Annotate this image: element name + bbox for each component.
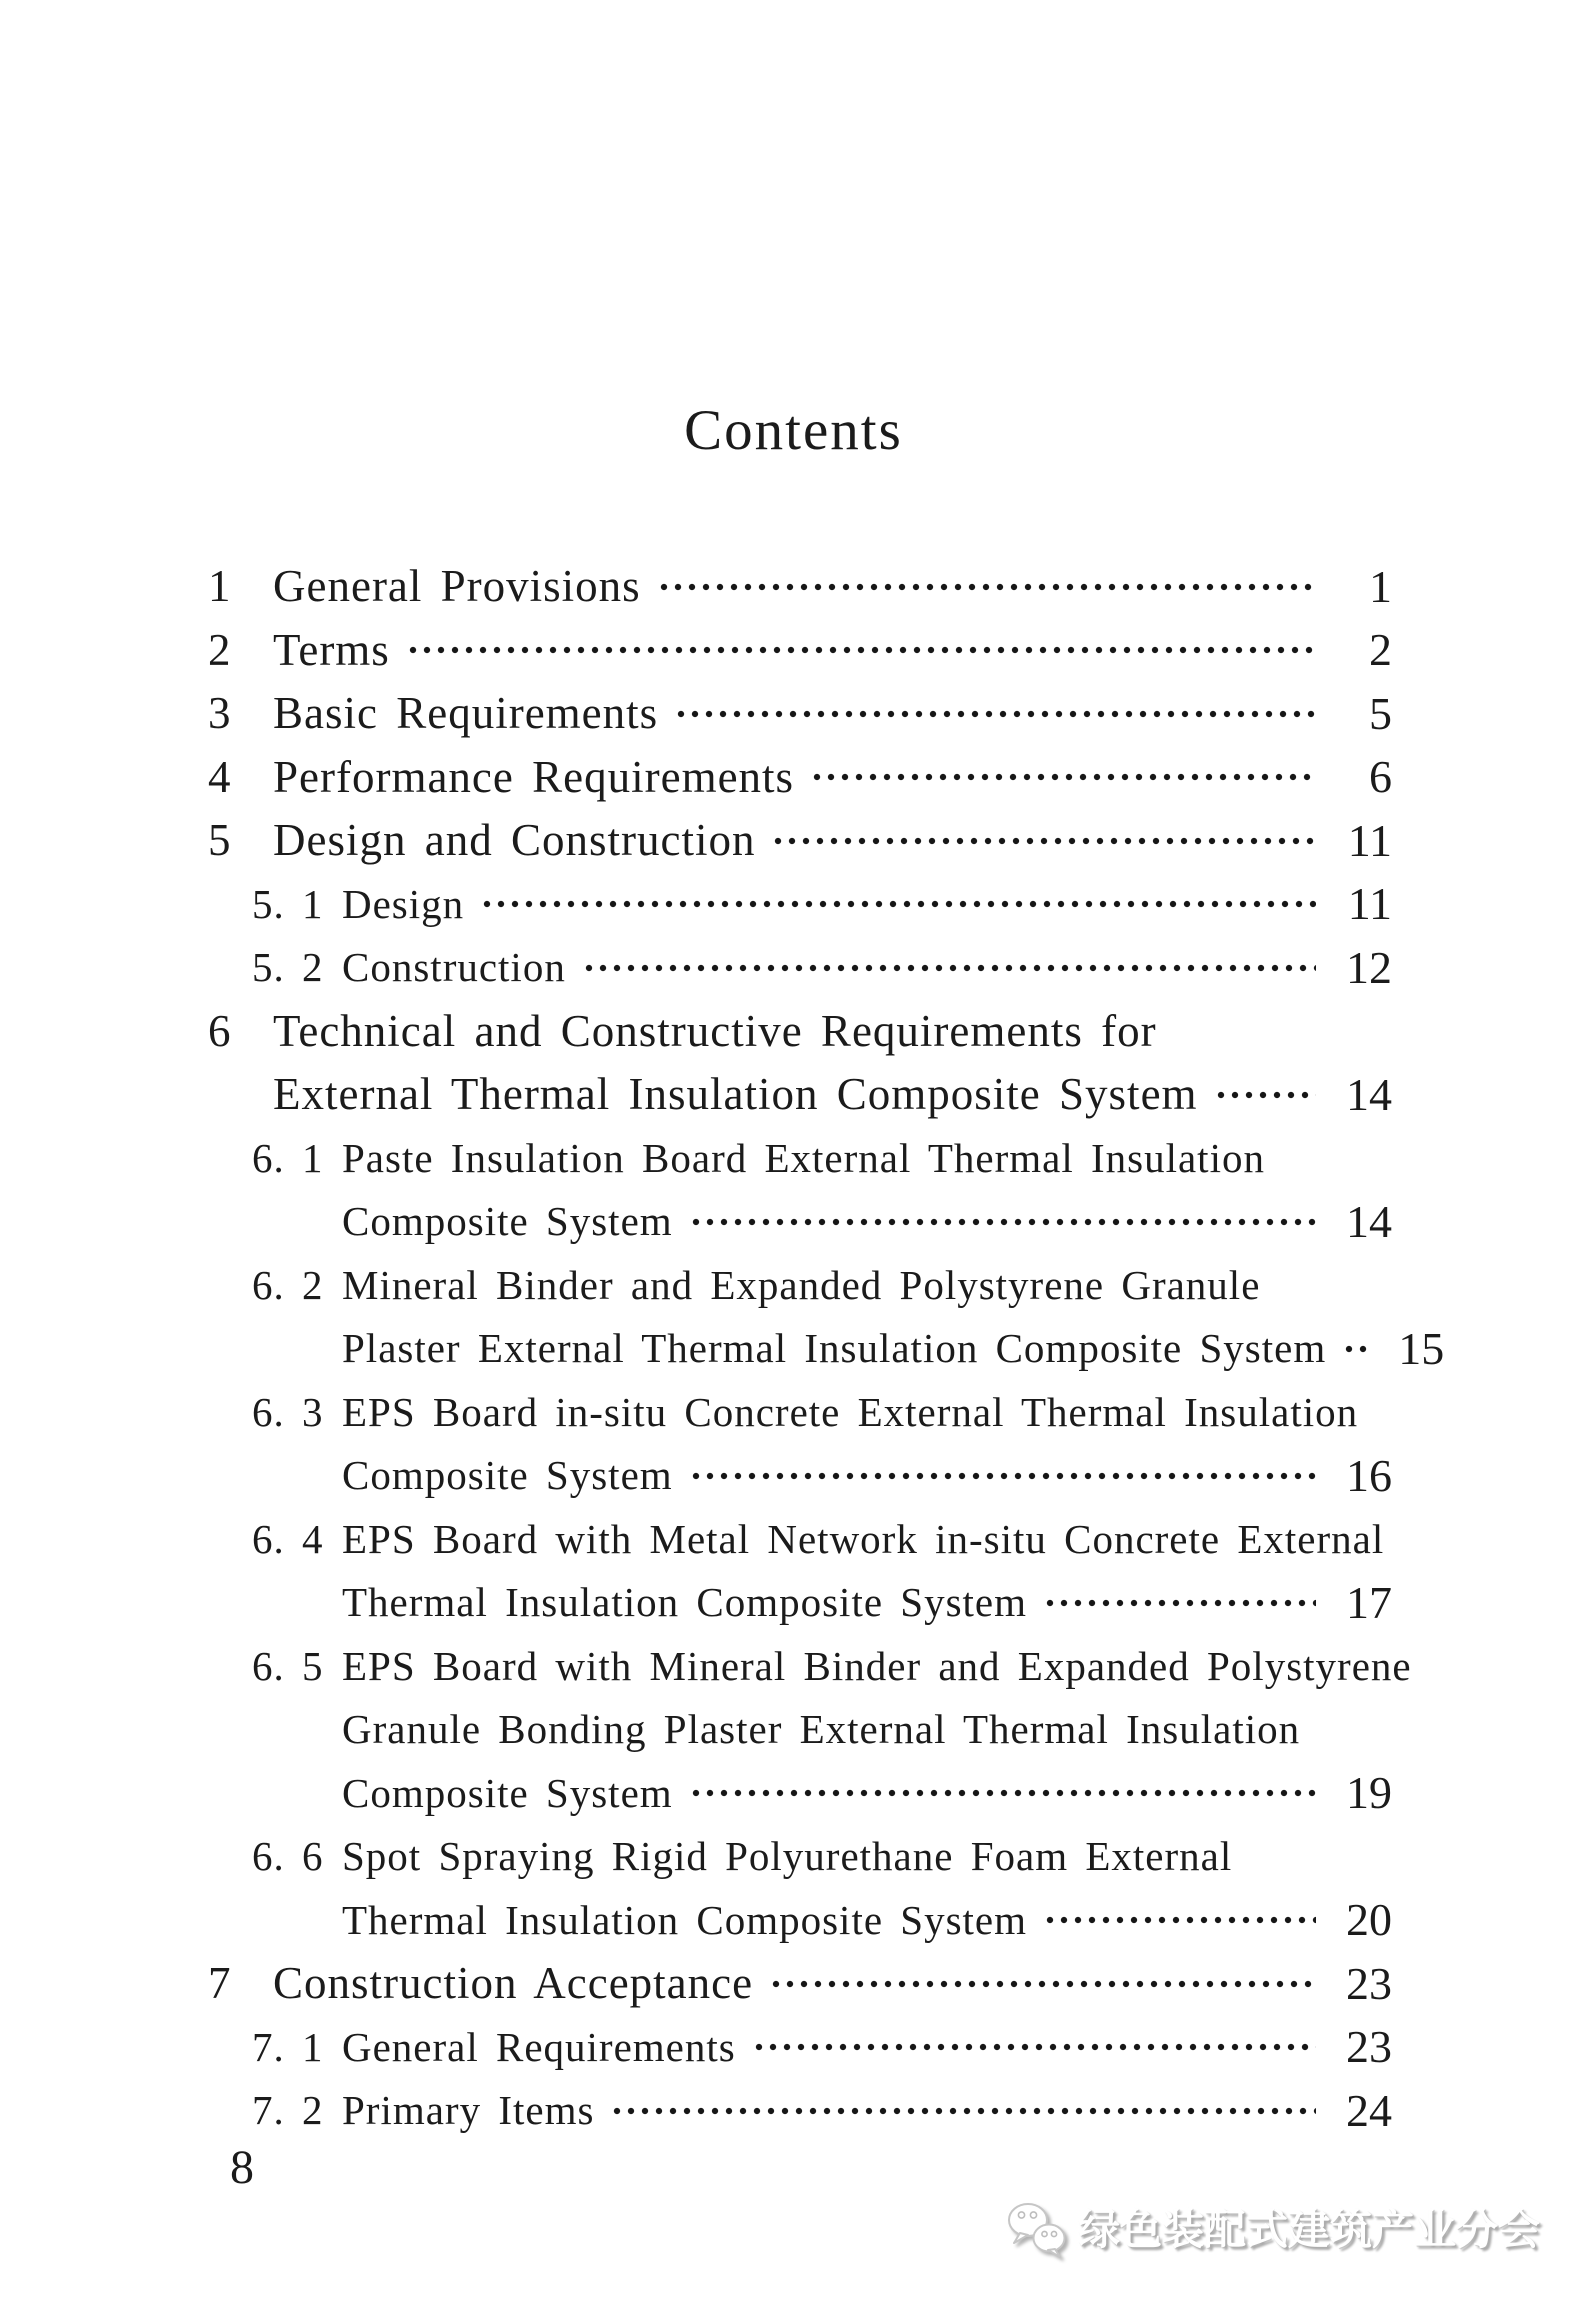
toc-entry-page: 15	[1398, 1322, 1445, 1374]
toc-row	[208, 1254, 1392, 1318]
toc-row	[208, 1063, 1392, 1127]
dot-leader	[769, 1952, 1316, 2016]
toc-row	[208, 809, 1392, 873]
toc-entry-title: Granule Bonding Plaster External Thermal Insulation	[342, 1706, 1301, 1753]
toc-row	[208, 1762, 1392, 1826]
toc-row	[208, 1317, 1445, 1381]
toc-row	[208, 2016, 1392, 2080]
toc-row	[208, 1444, 1392, 1508]
toc-entry-title: Mineral Binder and Expanded Polystyrene Granule	[342, 1261, 1261, 1308]
toc-entry-title: Basic Requirements	[273, 688, 659, 739]
page-title: Contents	[684, 399, 903, 462]
toc-row	[208, 936, 1392, 1000]
toc-entry-page: 16	[1346, 1449, 1392, 1501]
dot-leader	[480, 873, 1316, 937]
toc-entry-page: 5	[1369, 687, 1392, 739]
toc-entry-number: 5. 2	[252, 944, 324, 991]
toc-entry-page: 23	[1346, 2021, 1392, 2073]
toc-entry-page: 17	[1346, 1576, 1392, 1628]
dot-leader	[610, 2079, 1316, 2143]
toc-entry-title: Terms	[273, 624, 390, 675]
toc-entry-page: 20	[1346, 1894, 1392, 1946]
toc-entry-title: Performance Requirements	[273, 751, 795, 802]
toc-entry-number: 7. 1	[252, 2023, 324, 2070]
toc-entry-title: Design and Construction	[273, 815, 756, 866]
toc-entry-number: 7. 2	[252, 2087, 324, 2134]
toc-entry-number: 6. 1	[252, 1134, 324, 1181]
toc-entry-title: EPS Board with Mineral Binder and Expanded Polystyrene	[342, 1642, 1412, 1689]
toc-entry-number: 1	[208, 561, 232, 612]
toc-entry-page: 2	[1369, 624, 1392, 676]
toc-row	[208, 619, 1392, 683]
toc-entry-title: Paste Insulation Board External Thermal Insulation	[342, 1134, 1265, 1181]
toc-entry-title: Thermal Insulation Composite System	[342, 1579, 1028, 1626]
toc-row	[208, 1952, 1392, 2016]
dot-leader	[689, 1190, 1316, 1254]
toc-row	[208, 1381, 1392, 1445]
toc-entry-page: 14	[1346, 1195, 1392, 1247]
toc-row	[208, 682, 1392, 746]
toc-entry-number: 5. 1	[252, 880, 324, 927]
toc-entry-title: Thermal Insulation Composite System	[342, 1896, 1028, 1943]
toc-entry-number: 6. 3	[252, 1388, 324, 1435]
toc-entry-number: 4	[208, 751, 232, 802]
toc-row	[208, 1190, 1392, 1254]
toc-entry-title: General Requirements	[342, 2023, 736, 2070]
dot-leader	[582, 936, 1316, 1000]
dot-leader	[689, 1444, 1316, 1508]
toc-row	[208, 1508, 1392, 1572]
toc-entry-number: 5	[208, 815, 232, 866]
toc-entry-page: 12	[1346, 941, 1392, 993]
page-number: 8	[230, 2141, 254, 2194]
toc-entry-number: 6	[208, 1005, 232, 1056]
toc-entry-title: Design	[342, 880, 465, 927]
toc-entry-page: 24	[1346, 2084, 1392, 2136]
toc-entry-number: 3	[208, 688, 232, 739]
toc-row	[208, 873, 1392, 937]
toc-row	[208, 1571, 1392, 1635]
toc-entry-number: 6. 5	[252, 1642, 324, 1689]
toc-entry-title: Technical and Constructive Requirements for	[273, 1005, 1157, 1056]
dot-leader	[810, 746, 1316, 810]
toc-entry-page: 11	[1347, 814, 1392, 866]
toc-entry-number: 6. 4	[252, 1515, 324, 1562]
dot-leader	[1043, 1889, 1316, 1953]
dot-leader	[771, 809, 1316, 873]
toc-row	[208, 746, 1392, 810]
toc-entry-title: Composite System	[342, 1198, 673, 1245]
toc-row	[208, 2079, 1392, 2143]
wechat-icon	[1004, 2200, 1070, 2260]
dot-leader	[657, 555, 1316, 619]
dot-leader	[689, 1762, 1316, 1826]
toc-row	[208, 1889, 1392, 1953]
toc-list	[208, 555, 1445, 2143]
toc-entry-number: 6. 2	[252, 1261, 324, 1308]
toc-entry-title: Construction Acceptance	[273, 1958, 754, 2009]
dot-leader	[1043, 1571, 1316, 1635]
toc-entry-title: Construction	[342, 944, 566, 991]
toc-entry-number: 2	[208, 624, 232, 675]
dot-leader	[1342, 1317, 1368, 1381]
toc-row	[208, 1825, 1392, 1889]
dot-leader	[1214, 1063, 1316, 1127]
toc-entry-title: General Provisions	[273, 561, 641, 612]
toc-entry-page: 23	[1346, 1957, 1392, 2009]
toc-entry-title: Composite System	[342, 1769, 673, 1816]
toc-entry-page: 19	[1346, 1767, 1392, 1819]
toc-entry-title: Primary Items	[342, 2087, 595, 2134]
toc-entry-title: External Thermal Insulation Composite System	[273, 1069, 1198, 1120]
toc-row	[208, 1000, 1392, 1064]
toc-entry-number: 7	[208, 1958, 232, 2009]
toc-entry-page: 14	[1346, 1068, 1392, 1120]
dot-leader	[752, 2016, 1316, 2080]
toc-row	[208, 1127, 1392, 1191]
toc-entry-number: 6. 6	[252, 1833, 324, 1880]
toc-row	[208, 555, 1392, 619]
watermark	[1004, 2200, 1540, 2260]
toc-row	[208, 1698, 1392, 1762]
dot-leader	[674, 682, 1316, 746]
toc-entry-page: 11	[1347, 878, 1392, 930]
dot-leader	[406, 619, 1316, 683]
toc-entry-page: 1	[1369, 560, 1392, 612]
toc-entry-title: Plaster External Thermal Insulation Composite System	[342, 1325, 1327, 1372]
toc-entry-title: EPS Board in-situ Concrete External Thermal Insulation	[342, 1388, 1359, 1435]
toc-entry-title: Spot Spraying Rigid Polyurethane Foam External	[342, 1833, 1233, 1880]
toc-entry-title: Composite System	[342, 1452, 673, 1499]
toc-entry-title: EPS Board with Metal Network in-situ Concrete External	[342, 1515, 1385, 1562]
toc-entry-page: 6	[1369, 751, 1392, 803]
watermark-text: 绿色装配式建筑产业分会	[1077, 2205, 1540, 2254]
toc-row	[208, 1635, 1412, 1699]
